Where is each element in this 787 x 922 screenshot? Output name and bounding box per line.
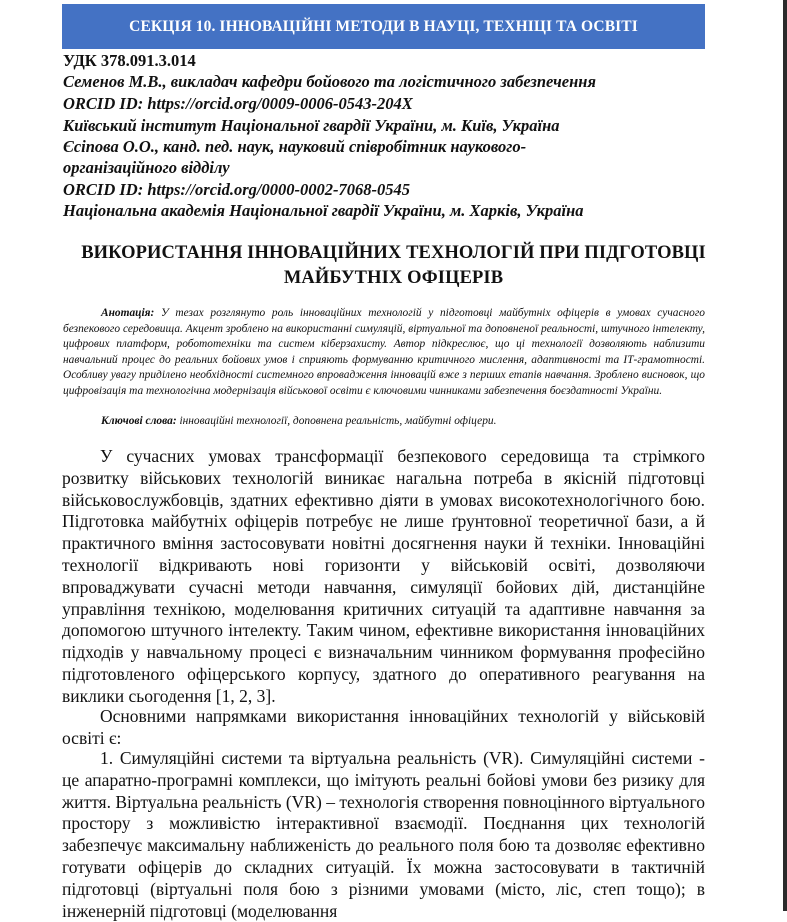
author-1-name-position: Семенов М.В., викладач кафедри бойового та логістичного забезпечення bbox=[63, 72, 596, 91]
body-paragraph-3: 1. Симуляційні системи та віртуальна реальність (VR). Симуляційні системи - це апаратно-програмні комплекси, що імітують реальні бойові умови без ризику для життя. Віртуальна реальність (VR) – технологія створення повноцінного віртуального простору з можливістю інтерактивної взаємодії. Поєднання цих технологій забезпечує максимальну наближеність до реального поля бою та дозволяє ефективно готувати офіцерів до складних ситуацій. Їх можна застосовувати в тактичній підготовці (віртуальні поля бою з різними умовами (місто, ліс, степ тощо); в інженерній підготовці (моделювання bbox=[62, 748, 705, 921]
udc-code: УДК 378.091.3.014 bbox=[63, 51, 196, 70]
abstract-text: У тезах розглянуто роль інноваційних технологій у підготовці майбутніх офіцерів в умовах сучасного безпекового середовища. Акцент зроблено на використанні симуляцій, віртуальної та доповненої реальності, штучного інтелекту, цифрових платформ, робототехніки та систем кіберзахисту. Автор підкреслює, що ці технології дозволяють наблизити навчальний процес до реальних бойових умов і сприяють формуванню критичного мислення, адаптивності та ІТ-грамотності. Особливу увагу приділено необхідності системного впровадження інновацій вже з перших етапів навчання. Зроблено висновок, що цифровізація та технологічна модернізація військової освіти є ключовими чинниками забезпечення боєздатності України. bbox=[63, 307, 705, 397]
keywords-label: Ключові слова: bbox=[101, 415, 177, 427]
body-paragraph-2: Основними напрямками використання інноваційних технологій у військовій освіті є: bbox=[62, 706, 705, 748]
paper-title-line-2: МАЙБУТНІХ ОФІЦЕРІВ bbox=[283, 268, 504, 288]
paper-title-line-1: ВИКОРИСТАННЯ ІННОВАЦІЙНИХ ТЕХНОЛОГІЙ ПРИ ПІДГОТОВЦІ bbox=[81, 243, 706, 263]
body-paragraph-1: У сучасних умовах трансформації безпекового середовища та стрімкого розвитку військових технологій виникає нагальна потреба в якісній підготовці військовослужбовців, здатних ефективно діяти в умовах високотехнологічного бою. Підготовка майбутніх офіцерів потребує не лише ґрунтовної теоретичної бази, а й практичного вміння застосовувати новітні досягнення науки й техніки. Інноваційні технології відкривають нові горизонти у військовій освіті, дозволяючи впроваджувати сучасні методи навчання, симуляції бойових дій, дистанційне управління технікою, моделювання критичних ситуацій та адаптивне навчання за допомогою штучного інтелекту. Таким чином, ефективне використання інноваційних підходів у навчальному процесі є визначальним чинником формування професійно підготовленого офіцерського корпусу, здатного до оперативного реагування на виклики сьогодення [1, 2, 3]. bbox=[62, 446, 705, 706]
author-1-orcid: ORCID ID: https://orcid.org/0009-0006-0543-204X bbox=[63, 94, 413, 113]
keywords bbox=[101, 414, 705, 430]
author-2-affiliation: Національна академія Національної гвардії України, м. Харків, Україна bbox=[63, 201, 584, 220]
author-2-name-position-cont: організаційного відділу bbox=[63, 158, 230, 177]
author-2-orcid: ORCID ID: https://orcid.org/0000-0002-7068-0545 bbox=[63, 180, 410, 199]
author-1-affiliation: Київський інститут Національної гвардії України, м. Київ, Україна bbox=[63, 116, 560, 135]
keywords-text: інноваційні технології, доповнена реальність, майбутні офіцери. bbox=[179, 415, 497, 427]
section-banner: СЕКЦІЯ 10. ІННОВАЦІЙНІ МЕТОДИ В НАУЦІ, ТЕХНІЦІ ТА ОСВІТІ bbox=[62, 4, 705, 49]
paper-title bbox=[40, 241, 747, 291]
abstract-label: Анотація: bbox=[101, 307, 155, 319]
abstract bbox=[63, 306, 705, 400]
page-edge-bar bbox=[783, 0, 787, 911]
author-2-name-position: Єсіпова О.О., канд. пед. наук, науковий співробітник наукового- bbox=[63, 137, 527, 156]
